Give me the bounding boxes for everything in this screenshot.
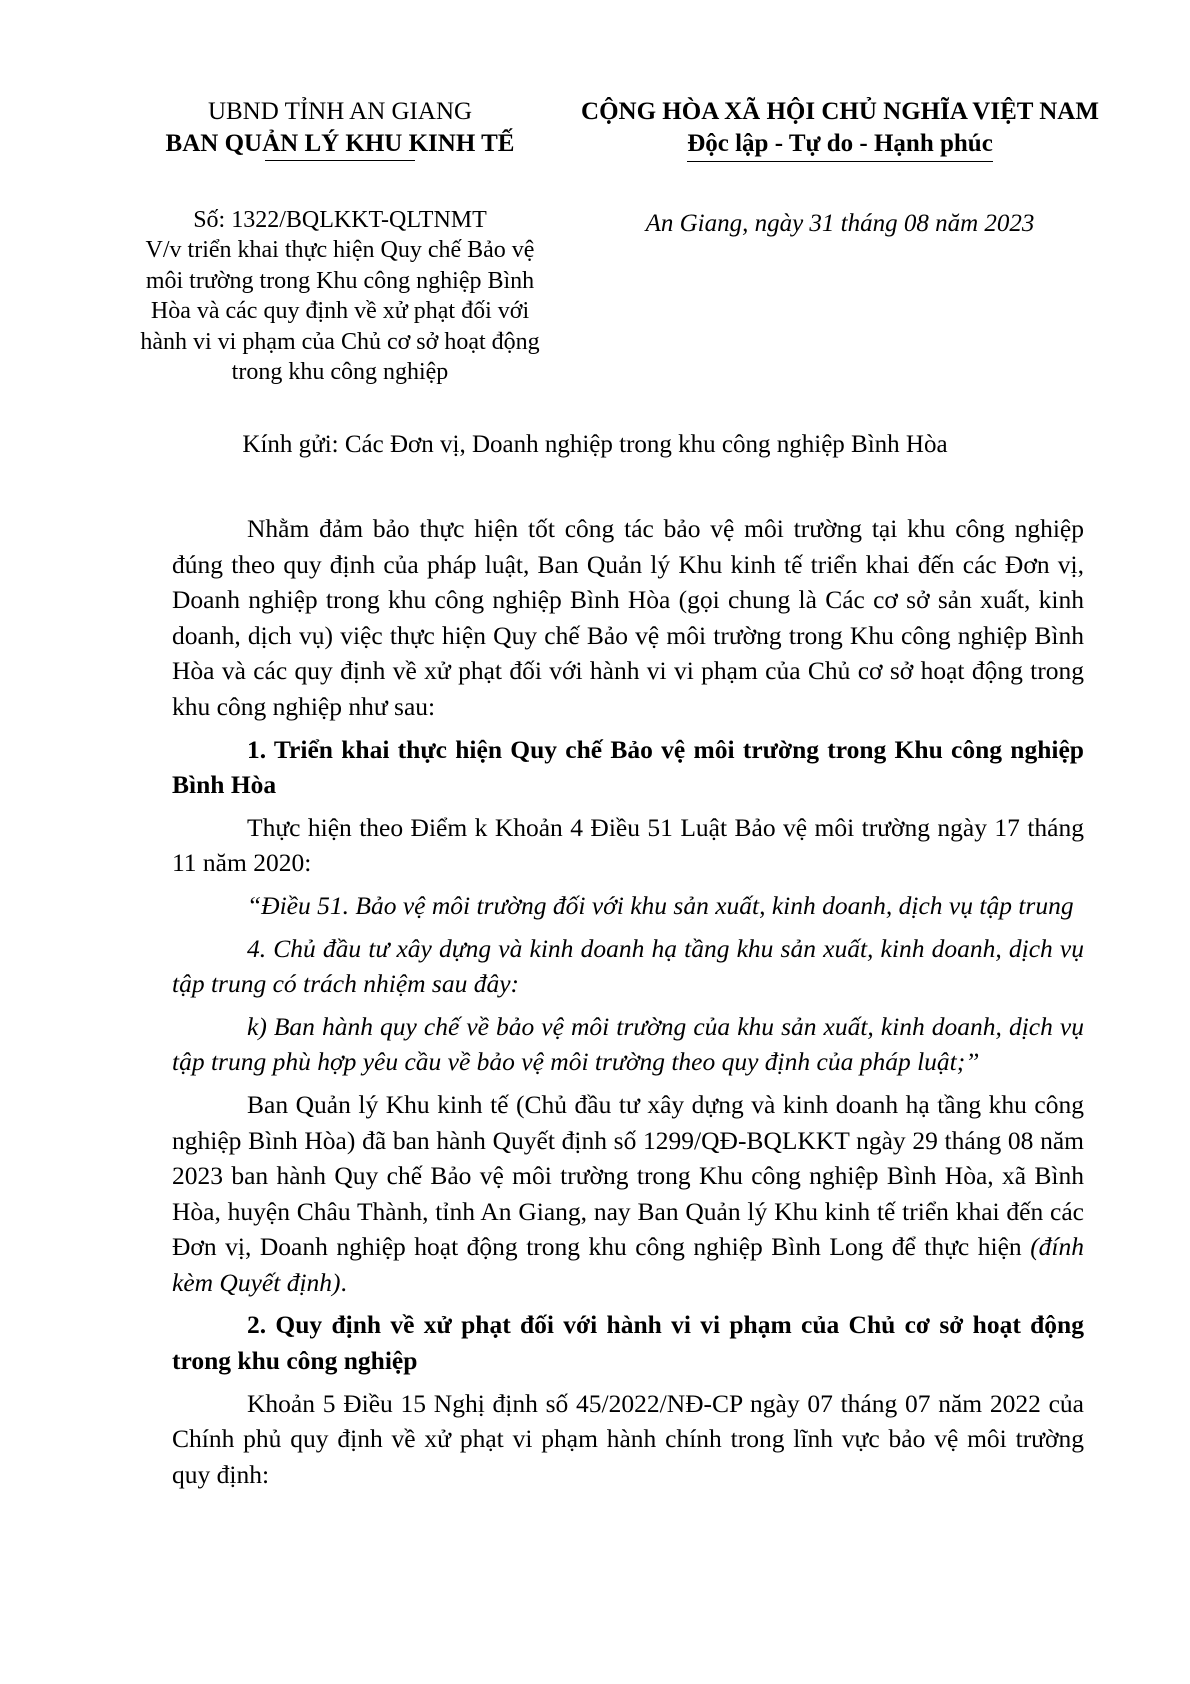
national-header-block bbox=[575, 96, 1105, 240]
attachment-note: (đính kèm Quyết định) bbox=[172, 1232, 1085, 1297]
section-2-heading: 2. Quy định về xử phạt đối với hành vi vi phạm của Chủ cơ sở hoạt động trong khu công nghiệp bbox=[172, 1310, 1084, 1376]
sentence-end: . bbox=[340, 1267, 347, 1297]
document-body bbox=[172, 511, 1084, 1492]
section-1-lead: Thực hiện theo Điểm k Khoản 4 Điều 51 Luật Bảo vệ môi trường ngày 17 tháng 11 năm 2020: bbox=[172, 812, 1084, 878]
national-motto: Độc lập - Tự do - Hạnh phúc bbox=[687, 128, 993, 162]
quoted-article: “Điều 51. Bảo vệ môi trường đối với khu sản xuất, kinh doanh, dịch vụ tập trung bbox=[247, 890, 1074, 920]
section-1-body bbox=[172, 1087, 1084, 1301]
issue-date: An Giang, ngày 31 tháng 08 năm 2023 bbox=[645, 210, 1035, 237]
quoted-clause: 4. Chủ đầu tư xây dựng và kinh doanh hạ tầng khu sản xuất, kinh doanh, dịch vụ tập trung có trách nhiệm sau đây: bbox=[172, 933, 1084, 999]
quoted-point: k) Ban hành quy chế về bảo vệ môi trường của khu sản xuất, kinh doanh, dịch vụ tập trung phù hợp yêu cầu về bảo vệ môi trường theo quy định của pháp luật;” bbox=[172, 1011, 1084, 1077]
agency-underline bbox=[265, 160, 415, 161]
section-1-body-text: Ban Quản lý Khu kinh tế (Chủ đầu tư xây dựng và kinh doanh hạ tầng khu công nghiệp Bình Hòa) đã ban hành Quyết định số 1299/QĐ-BQLKKT ngày 29 tháng 08 năm 2023 ban hành Quy chế Bảo vệ môi trường trong Khu công nghiệp Bình Hòa, xã Bình Hòa, huyện Châu Thành, tỉnh An Giang, nay Ban Quản lý Khu kinh tế triển khai đến các Đơn vị, Doanh nghiệp hoạt động trong khu công nghiệp Bình Long để thực hiện bbox=[172, 1089, 1084, 1262]
intro-paragraph: Nhằm đảm bảo thực hiện tốt công tác bảo vệ môi trường tại khu công nghiệp đúng theo quy định của pháp luật, Ban Quản lý Khu kinh tế triển khai đến các Đơn vị, Doanh nghiệp trong khu công nghiệp Bình Hòa (gọi chung là Các cơ sở sản xuất, kinh doanh, dịch vụ) việc thực hiện Quy chế Bảo vệ môi trường trong Khu công nghiệp Bình Hòa và các quy định về xử phạt đối với hành vi vi phạm của Chủ cơ sở hoạt động trong khu công nghiệp như sau: bbox=[172, 514, 1084, 721]
agency-name: BAN QUẢN LÝ KHU KINH TẾ bbox=[165, 130, 515, 157]
section-2-lead: Khoản 5 Điều 15 Nghị định số 45/2022/NĐ-CP ngày 07 tháng 07 năm 2022 của Chính phủ quy định về xử phạt vi phạm hành chính trong lĩnh vực bảo vệ môi trường quy định: bbox=[172, 1388, 1084, 1489]
document-subject: V/v triển khai thực hiện Quy chế Bảo vệ môi trường trong Khu công nghiệp Bình Hòa và các quy định về xử phạt đối với hành vi vi phạm của Chủ cơ sở hoạt động trong khu công nghiệp bbox=[140, 237, 540, 385]
section-1-heading: 1. Triển khai thực hiện Quy chế Bảo vệ môi trường trong Khu công nghiệp Bình Hòa bbox=[172, 734, 1084, 800]
document-number: Số: 1322/BQLKKT-QLTNMT bbox=[193, 207, 487, 233]
authority-name: UBND TỈNH AN GIANG bbox=[207, 98, 473, 125]
national-title: CỘNG HÒA XÃ HỘI CHỦ NGHĨA VIỆT NAM bbox=[581, 98, 1099, 125]
issuing-agency-block bbox=[120, 96, 560, 388]
document-header bbox=[0, 96, 1190, 385]
recipient-line: Kính gửi: Các Đơn vị, Doanh nghiệp trong khu công nghiệp Bình Hòa bbox=[242, 431, 948, 458]
